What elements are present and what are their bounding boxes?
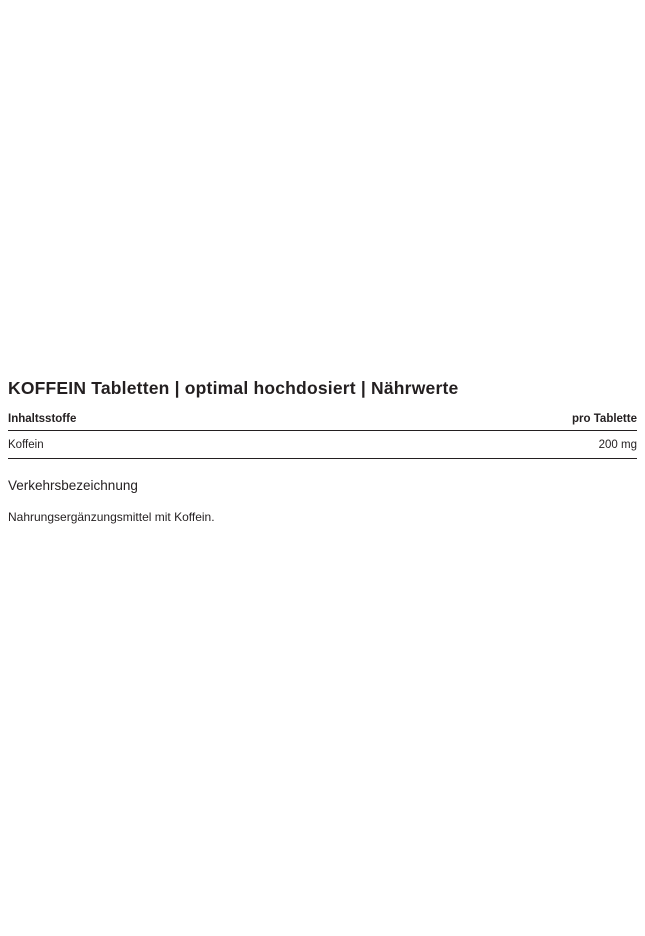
nutrition-panel [8,378,637,525]
page-title: KOFFEIN Tabletten | optimal hochdosiert | Nährwerte [8,378,459,398]
table-body [8,431,637,459]
column-header-per-tablet: pro Tablette [331,413,637,431]
table-header-row [8,413,637,431]
table-row [8,431,637,459]
section-heading-verkehrsbezeichnung: Verkehrsbezeichnung [8,478,138,493]
column-header-ingredients: Inhaltsstoffe [8,413,331,431]
section-text-verkehrsbezeichnung: Nahrungsergänzungsmittel mit Koffein. [8,509,215,524]
table-header [8,413,637,431]
ingredient-amount: 200 mg [331,431,637,459]
ingredient-name: Koffein [8,431,331,459]
nutrition-table [8,413,637,459]
